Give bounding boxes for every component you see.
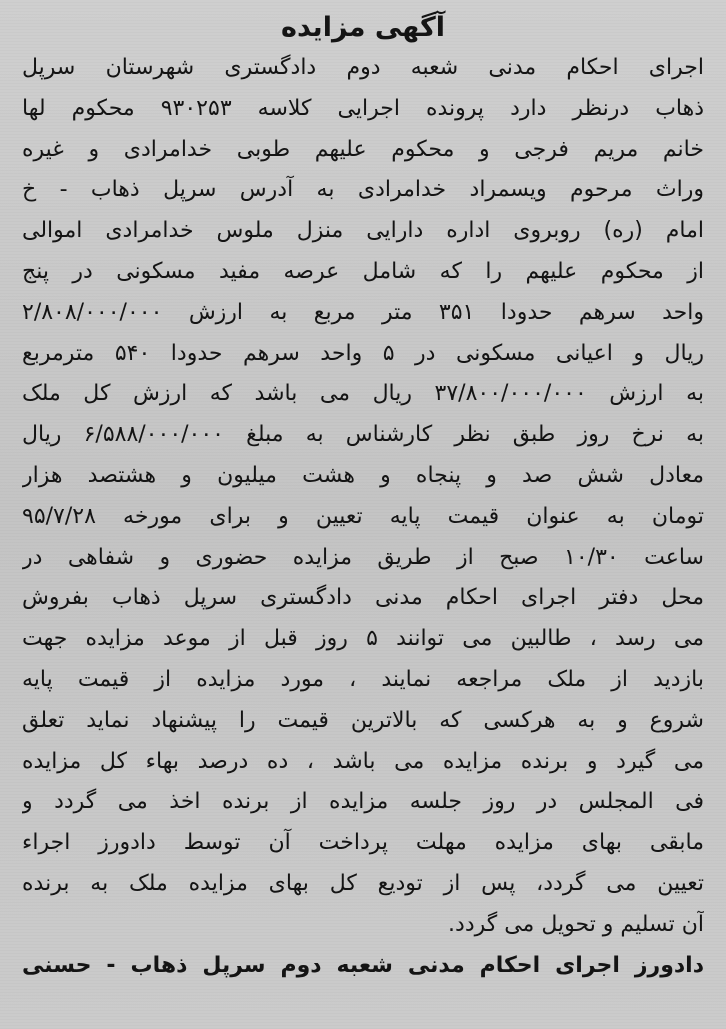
body-line: فی المجلس در روز جلسه مزایده از برنده اخذ می گردد و bbox=[22, 789, 704, 815]
body-line: ریال و اعیانی مسکونی در ۵ واحد سرهم حدودا ۵۴۰ مترمربع bbox=[22, 340, 704, 366]
body-line: امام (ره) روبروی اداره دارایی منزل ملوس خدامرادی اموالی bbox=[22, 218, 704, 244]
body-line: تعیین می گردد، پس از تودیع کل بهای مزایده ملک به برنده bbox=[22, 870, 704, 896]
body-line: واحد سرهم حدودا ۳۵۱ متر مربع به ارزش ۲/۸۰۸/۰۰۰/۰۰۰ bbox=[22, 299, 704, 325]
signature-line: دادورز اجرای احکام مدنی شعبه دوم سرپل ذهاب - حسنی bbox=[22, 952, 704, 978]
body-line: ساعت ۱۰/۳۰ صبح از طریق مزایده حضوری و شفاهی در bbox=[22, 544, 704, 570]
body-line: وراث مرحوم ویسمراد خدامرادی به آدرس سرپل ذهاب - خ bbox=[22, 177, 704, 203]
body-line: اجرای احکام مدنی شعبه دوم دادگستری شهرستان سرپل bbox=[22, 55, 704, 80]
body-line: به نرخ روز طبق نظر کارشناس به مبلغ ۶/۵۸۸/۰۰۰/۰۰۰ ریال bbox=[22, 422, 704, 448]
body-line: خانم مریم فرجی و محکوم علیهم طوبی خدامرادی و غیره bbox=[22, 136, 704, 162]
body-line: می گیرد و برنده مزایده می باشد ، ده درصد بهاء کل مزایده bbox=[22, 748, 704, 774]
body-line: تومان به عنوان قیمت پایه تعیین و برای مورخه ۹۵/۷/۲۸ bbox=[22, 503, 704, 529]
body-line: محل دفتر اجرای احکام مدنی دادگستری سرپل ذهاب بفروش bbox=[22, 585, 704, 611]
notice-body bbox=[22, 48, 704, 946]
body-line: معادل شش صد و پنجاه و هشت میلیون و هشتصد هزار bbox=[22, 462, 704, 488]
body-line: مابقی بهای مزایده مهلت پرداخت آن توسط دادورز اجراء bbox=[22, 830, 704, 856]
body-line: شروع و به هرکسی که بالاترین قیمت را پیشنهاد نماید تعلق bbox=[22, 707, 704, 733]
body-line-last: آن تسلیم و تحویل می گردد. bbox=[448, 911, 704, 937]
body-line: از محکوم علیهم را که شامل عرصه مفید مسکونی در پنج bbox=[22, 258, 704, 284]
body-line: می رسد ، طالبین می توانند ۵ روز قبل از موعد مزایده جهت bbox=[22, 626, 704, 652]
notice-title: آگهی مزایده bbox=[281, 12, 445, 43]
body-line: بازدید از ملک مراجعه نمایند ، مورد مزایده از قیمت پایه bbox=[22, 666, 704, 692]
body-line: به ارزش ۳۷/۸۰۰/۰۰۰/۰۰۰ ریال می باشد که ارزش کل ملک bbox=[22, 381, 704, 407]
body-line: ذهاب درنظر دارد پرونده اجرایی کلاسه ۹۳۰۲۵۳ محکوم لها bbox=[22, 95, 704, 121]
